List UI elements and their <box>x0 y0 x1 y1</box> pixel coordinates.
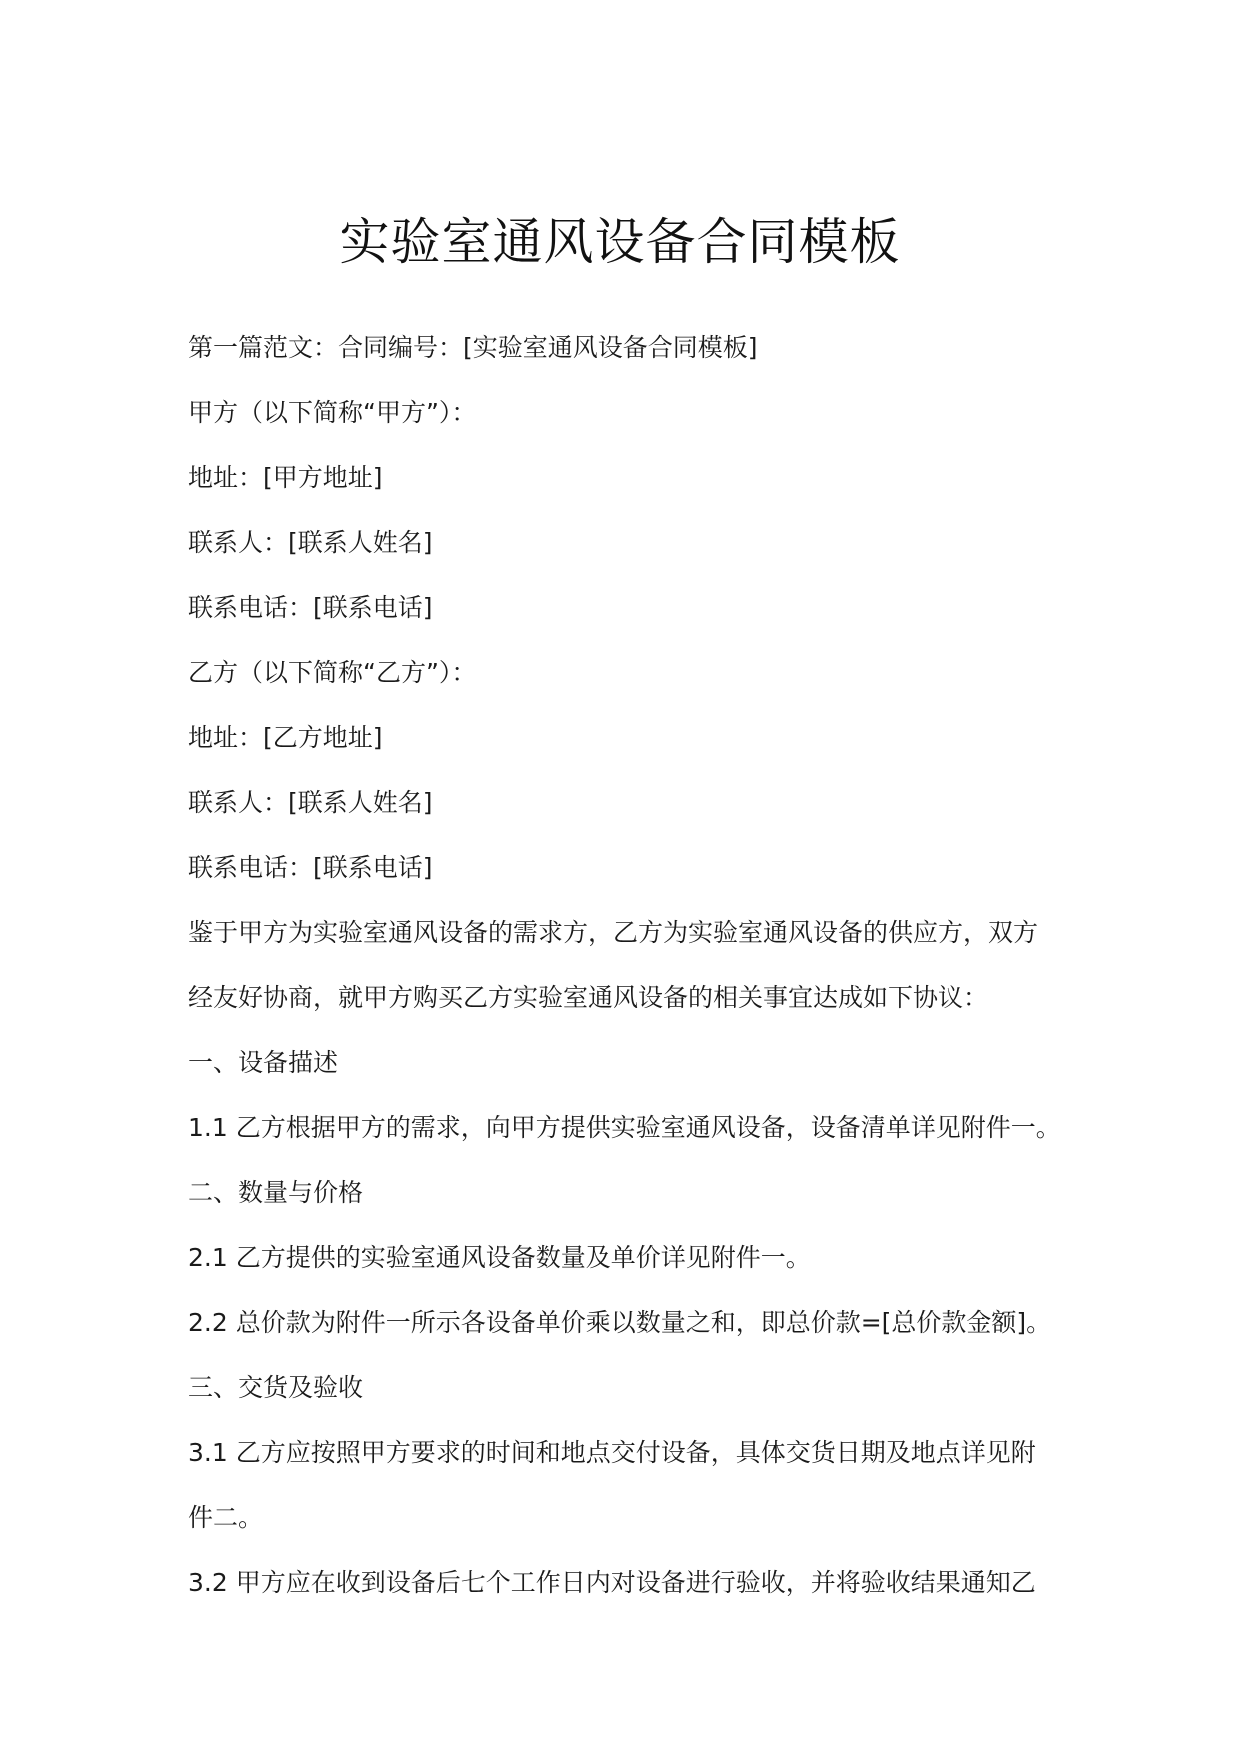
party-b-contact: 联系人：[联系人姓名] <box>188 788 433 817</box>
clause-3-1-line-2: 件二。 <box>188 1503 264 1532</box>
party-a-address: 地址：[甲方地址] <box>188 463 383 492</box>
clause-2-1: 2.1 乙方提供的实验室通风设备数量及单价详见附件一。 <box>188 1243 811 1272</box>
clause-1-1: 1.1 乙方根据甲方的需求，向甲方提供实验室通风设备，设备清单详见附件一。 <box>188 1113 1061 1142</box>
preamble-line-1: 鉴于甲方为实验室通风设备的需求方，乙方为实验室通风设备的供应方，双方 <box>188 918 1039 947</box>
section-2-heading: 二、数量与价格 <box>188 1178 364 1207</box>
section-1-heading: 一、设备描述 <box>188 1048 339 1077</box>
clause-2-2: 2.2 总价款为附件一所示各设备单价乘以数量之和，即总价款=[总价款金额]。 <box>188 1308 1052 1337</box>
party-b-address: 地址：[乙方地址] <box>188 723 383 752</box>
document-body <box>188 315 1068 1615</box>
section-3-heading: 三、交货及验收 <box>188 1373 364 1402</box>
clause-3-2-line-1: 3.2 甲方应在收到设备后七个工作日内对设备进行验收，并将验收结果通知乙 <box>188 1568 1036 1597</box>
party-a-heading: 甲方（以下简称“甲方”）： <box>188 398 477 427</box>
party-a-contact: 联系人：[联系人姓名] <box>188 528 433 557</box>
party-b-phone: 联系电话：[联系电话] <box>188 853 433 882</box>
clause-3-1-line-1: 3.1 乙方应按照甲方要求的时间和地点交付设备，具体交货日期及地点详见附 <box>188 1438 1036 1467</box>
party-b-heading: 乙方（以下简称“乙方”）： <box>188 658 477 687</box>
contract-number-line: 第一篇范文：合同编号：[实验室通风设备合同模板] <box>188 333 758 362</box>
document-title: 实验室通风设备合同模板 <box>339 213 901 271</box>
party-a-phone: 联系电话：[联系电话] <box>188 593 433 622</box>
preamble-line-2: 经友好协商，就甲方购买乙方实验室通风设备的相关事宜达成如下协议： <box>188 983 989 1012</box>
